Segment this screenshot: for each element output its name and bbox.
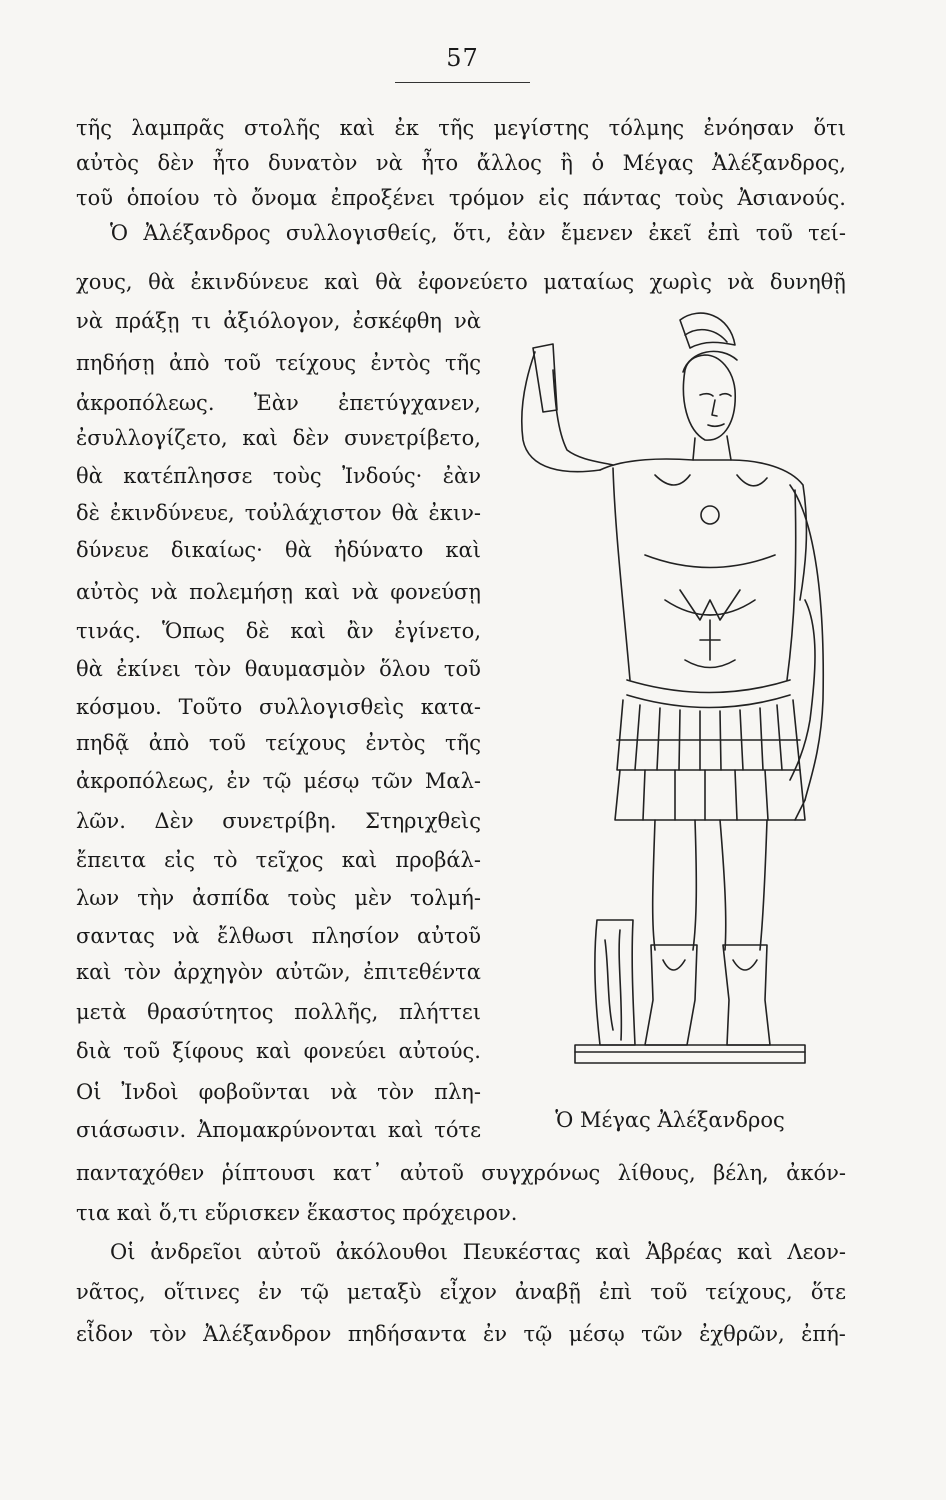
word: καὶ xyxy=(76,960,112,984)
word: ἐπροξένει xyxy=(330,186,436,210)
word: τὸν xyxy=(149,1322,187,1346)
word: τὸ xyxy=(213,186,238,210)
word: Ἰνδοὶ xyxy=(121,1080,179,1104)
word: ἀνδρεῖοι xyxy=(150,1240,243,1264)
word: τὸν xyxy=(123,960,161,984)
word: τοῦ xyxy=(208,731,246,755)
word: ἐν xyxy=(226,769,251,793)
word: τῶν xyxy=(371,769,413,793)
word: καὶ xyxy=(255,1039,292,1063)
word: ἐπὶ xyxy=(707,221,741,245)
word: θρασύτητος xyxy=(147,1000,274,1024)
word: ἐσυλλογίζετο, xyxy=(76,426,228,450)
word: Στηριχθεὶς xyxy=(365,809,481,833)
text-line xyxy=(76,888,481,909)
word: τὸν xyxy=(377,1080,415,1104)
text-line xyxy=(76,1082,481,1103)
word: τῷ xyxy=(523,1322,553,1346)
word: τοῦ xyxy=(76,186,114,210)
word: ὁποίου xyxy=(126,186,200,210)
word: ἀπὸ xyxy=(168,351,210,375)
word: ἀκόν- xyxy=(786,1161,846,1185)
word: ἀξιόλογον, xyxy=(223,309,341,333)
text-line xyxy=(76,1324,846,1345)
word: πλήττει xyxy=(398,1000,481,1024)
word: τείχους, xyxy=(705,1280,793,1304)
word: καὶ xyxy=(387,1118,424,1142)
text-line xyxy=(76,582,481,603)
word: τι xyxy=(191,309,212,333)
word: τολμή- xyxy=(410,886,481,910)
statue-illustration-icon xyxy=(505,300,835,1070)
word: ἦτο xyxy=(212,151,250,175)
word: χωρὶς xyxy=(649,270,712,294)
word: λων xyxy=(76,886,120,910)
word: τείχους xyxy=(275,351,357,375)
word: συλλογισθείς, xyxy=(285,221,438,245)
word: τεί- xyxy=(808,221,846,245)
word: δυνατὸν xyxy=(268,151,358,175)
word: Ὅπως xyxy=(162,619,225,643)
text-line xyxy=(76,540,481,561)
word: προβάλ- xyxy=(395,848,481,872)
word: αὐτῶν, xyxy=(275,960,351,984)
word: καὶ xyxy=(339,116,376,140)
word: δὲ xyxy=(76,501,100,525)
text-line xyxy=(76,1120,481,1141)
word: Μαλ- xyxy=(424,769,481,793)
word: καὶ xyxy=(737,1240,773,1264)
word: ὅλου xyxy=(379,657,431,681)
word: μετὰ xyxy=(76,1000,127,1024)
text-line xyxy=(76,1282,846,1303)
word: πηδήσῃ xyxy=(76,351,155,375)
word: ἀκόλουθοι xyxy=(335,1240,448,1264)
text-line xyxy=(76,697,481,718)
word: θὰ xyxy=(76,657,103,681)
text-line xyxy=(76,1002,481,1023)
word: μέσῳ xyxy=(303,769,360,793)
word: ματαίως xyxy=(543,270,635,294)
text-line xyxy=(76,393,481,414)
text-line xyxy=(76,850,481,871)
word: φονεύσῃ xyxy=(390,580,481,604)
word: μεταξὺ xyxy=(346,1280,422,1304)
word: ἔπειτα xyxy=(76,848,146,872)
word: θὰ xyxy=(285,538,312,562)
word: ἐκίνει xyxy=(116,657,181,681)
word: Ἀλέξανδρος, xyxy=(712,151,846,175)
word: ἂν xyxy=(346,619,374,643)
word: αὐτὸς xyxy=(76,580,139,604)
text-line xyxy=(76,962,481,983)
word: τότε xyxy=(434,1118,481,1142)
word: σιάσωσιν. xyxy=(76,1118,187,1142)
word: εἰς xyxy=(164,848,196,872)
word: κατ᾽ xyxy=(333,1161,383,1185)
word: μεγίστης xyxy=(493,116,590,140)
word: τοῦ xyxy=(224,351,262,375)
word: νὰ xyxy=(150,580,178,604)
figure-caption: Ὁ Μέγας Ἀλέξανδρος xyxy=(555,1108,785,1132)
word: ἀκροπόλεως. xyxy=(76,391,215,415)
word: καὶ xyxy=(445,538,481,562)
word: θὰ xyxy=(76,464,103,488)
word: αὐτοῦ xyxy=(417,924,481,948)
word: νὰ xyxy=(172,924,200,948)
word: ἐσκέφθη xyxy=(352,309,442,333)
word: συγχρόνως xyxy=(481,1161,601,1185)
word: τῆς xyxy=(76,116,112,140)
word: εἶδον xyxy=(76,1322,134,1346)
text-line xyxy=(110,223,846,244)
word: τῆς xyxy=(438,116,475,140)
word: θὰ xyxy=(148,270,175,294)
text-line xyxy=(76,771,481,792)
word: νᾶτος, xyxy=(76,1280,146,1304)
word: δὲν xyxy=(157,151,195,175)
word: ἐκινδύνευε, xyxy=(109,501,235,525)
word: λαμπρᾶς xyxy=(131,116,225,140)
text-line xyxy=(76,811,481,832)
word: πλη- xyxy=(434,1080,481,1104)
word: καὶ xyxy=(242,426,278,450)
word: τοῦ xyxy=(650,1280,688,1304)
word: ὁ xyxy=(591,151,605,175)
word: Ἐὰν xyxy=(253,391,299,415)
word: τῷ xyxy=(300,1280,329,1304)
word: ὅτι xyxy=(813,116,846,140)
word: καὶ xyxy=(341,848,378,872)
text-line xyxy=(76,311,481,332)
word: ὄνομα xyxy=(251,186,318,210)
word: αὐτοῦ xyxy=(256,1240,321,1264)
word: ἀναβῇ xyxy=(514,1280,581,1304)
word: Μέγας xyxy=(622,151,694,175)
word: δὲ xyxy=(245,619,270,643)
text-line xyxy=(76,659,481,680)
word: μὲν xyxy=(354,886,393,910)
word: πράξῃ xyxy=(114,309,180,333)
word: ὅτε xyxy=(810,1280,846,1304)
word: Ἀσιανούς. xyxy=(737,186,846,210)
word: τοῦ xyxy=(123,1039,161,1063)
word: συνετρίβη. xyxy=(222,809,337,833)
header-rule xyxy=(395,82,530,83)
word: θαυμασμὸν xyxy=(244,657,366,681)
word: δυνηθῇ xyxy=(769,270,846,294)
word: ἔλθωσι xyxy=(217,924,295,948)
text-line xyxy=(76,1163,846,1184)
word: ἢ xyxy=(560,151,574,175)
word: τῆς xyxy=(445,351,481,375)
word: οἵτινες xyxy=(163,1280,240,1304)
word: τεῖχος xyxy=(255,848,324,872)
word: τῆς xyxy=(445,731,481,755)
word: Λεον- xyxy=(787,1240,846,1264)
word: ἐντὸς xyxy=(370,351,431,375)
word: πηδήσαντα xyxy=(347,1322,467,1346)
word: Ἰνδούς· xyxy=(342,464,423,488)
word: συνετρίβετο, xyxy=(344,426,481,450)
word: νὰ xyxy=(727,270,755,294)
word: τοὺς xyxy=(674,186,724,210)
word: ξίφους xyxy=(172,1039,244,1063)
word: πηδᾷ xyxy=(76,731,130,755)
word: ἦτο xyxy=(421,151,459,175)
text-line xyxy=(110,1242,846,1263)
word: Ἀπομακρύνονται xyxy=(197,1118,377,1142)
word: θὰ xyxy=(391,501,419,525)
word: μέσῳ xyxy=(568,1322,625,1346)
word: ἐὰν xyxy=(507,221,546,245)
word: αὐτούς. xyxy=(398,1039,481,1063)
word: ἐκινδύνευε xyxy=(190,270,309,294)
text-line xyxy=(76,503,481,524)
text-line xyxy=(76,153,846,174)
word: δύνευε xyxy=(76,538,149,562)
word: τοὐλάχιστον xyxy=(244,501,382,525)
word: λίθους, xyxy=(617,1161,696,1185)
word: ἀρχηγὸν xyxy=(173,960,264,984)
word: Δὲν xyxy=(154,809,194,833)
word: ἠδύνατο xyxy=(334,538,424,562)
word: δικαίως· xyxy=(170,538,263,562)
word: ἐπὶ xyxy=(598,1280,633,1304)
word: τινάς. xyxy=(76,619,142,643)
word: ἐν xyxy=(257,1280,282,1304)
word: ἐπετύγχανεν, xyxy=(338,391,481,415)
word: κόσμου. xyxy=(76,695,162,719)
word: τρόμον xyxy=(448,186,525,210)
word: ἔμενεν xyxy=(560,221,634,245)
text-line xyxy=(76,733,481,754)
word: κατέπλησσε xyxy=(123,464,253,488)
word: τοὺς xyxy=(287,886,337,910)
word: καὶ xyxy=(324,270,360,294)
word: Τοῦτο xyxy=(178,695,243,719)
text-line xyxy=(76,272,846,293)
word: ὅτι, xyxy=(452,221,493,245)
word: πάντας xyxy=(582,186,662,210)
word: τοὺς xyxy=(272,464,322,488)
word: τὴν xyxy=(137,886,175,910)
word: Ἀβρέας xyxy=(645,1240,723,1264)
text-line xyxy=(76,621,481,642)
word: τὸ xyxy=(213,848,238,872)
word: χους, xyxy=(76,270,133,294)
word: αὐτοῦ xyxy=(399,1161,464,1185)
word: εἰς xyxy=(538,186,570,210)
word: φοβοῦνται xyxy=(198,1080,311,1104)
word: Ἀλέξανδρος xyxy=(143,221,271,245)
word: ἐπή- xyxy=(801,1322,846,1346)
text-line xyxy=(76,926,481,947)
word: τῷ xyxy=(262,769,292,793)
word: ἐχθρῶν, xyxy=(699,1322,785,1346)
word: θὰ xyxy=(375,270,403,294)
word: ἐγίνετο, xyxy=(394,619,481,643)
word: ἐκιν- xyxy=(428,501,481,525)
word: κατα- xyxy=(420,695,481,719)
word: τοῦ xyxy=(443,657,481,681)
word: ῥίπτουσι xyxy=(221,1161,316,1185)
word: φονεύει xyxy=(303,1039,387,1063)
word: νὰ xyxy=(453,309,481,333)
word: ἐντὸς xyxy=(365,731,426,755)
word: στολῆς xyxy=(243,116,321,140)
text-line xyxy=(76,428,481,449)
word: ἀπὸ xyxy=(148,731,190,755)
text-line xyxy=(76,353,481,374)
word: ἐκεῖ xyxy=(648,221,692,245)
word: διὰ xyxy=(76,1039,112,1063)
word: εἶχον xyxy=(439,1280,497,1304)
word: ἐνόησαν xyxy=(703,116,795,140)
word: ἀκροπόλεως, xyxy=(76,769,215,793)
word: πολλῆς, xyxy=(294,1000,379,1024)
word: συλλογισθεὶς xyxy=(259,695,405,719)
word: Ἀλέξανδρον xyxy=(203,1322,332,1346)
text-line xyxy=(76,1041,481,1062)
word: Ὁ xyxy=(110,221,129,245)
word: καὶ xyxy=(595,1240,631,1264)
word: τῶν xyxy=(641,1322,683,1346)
word: τὸν xyxy=(194,657,232,681)
word: ἐὰν xyxy=(442,464,481,488)
word: πολεμήσῃ xyxy=(189,580,293,604)
word: νὰ xyxy=(375,151,403,175)
word: ἐφονεύετο xyxy=(417,270,528,294)
word: τείχους xyxy=(265,731,346,755)
word: λῶν. xyxy=(76,809,126,833)
page-number: 57 xyxy=(446,44,479,72)
word: Πευκέστας xyxy=(462,1240,581,1264)
text-line xyxy=(76,466,481,487)
word: ἀσπίδα xyxy=(192,886,270,910)
word: καὶ xyxy=(290,619,326,643)
word: πλησίον xyxy=(311,924,400,948)
word: νὰ xyxy=(76,309,103,333)
statue-of-alexander-illustration xyxy=(505,300,835,1070)
word: πανταχόθεν xyxy=(76,1161,205,1185)
word: τόλμης xyxy=(608,116,685,140)
word: Οἱ xyxy=(76,1080,102,1104)
text-line xyxy=(76,118,846,139)
word: δὲν xyxy=(292,426,330,450)
text-line xyxy=(76,188,846,209)
word: νὰ xyxy=(351,580,379,604)
word: αὐτὸς xyxy=(76,151,139,175)
word: καὶ xyxy=(304,580,341,604)
word: ἐν xyxy=(483,1322,508,1346)
word: βέλη, xyxy=(713,1161,769,1185)
word: νὰ xyxy=(330,1080,358,1104)
word: ἐκ xyxy=(394,116,419,140)
text-line: τια καὶ ὅ,τι εὕρισκεν ἕκαστος πρόχειρον. xyxy=(76,1201,518,1225)
word: ἄλλος xyxy=(476,151,542,175)
word: ἐπιτεθέντα xyxy=(363,960,481,984)
word: τοῦ xyxy=(755,221,793,245)
word: σαντας xyxy=(76,924,155,948)
word: Οἱ xyxy=(110,1240,136,1264)
